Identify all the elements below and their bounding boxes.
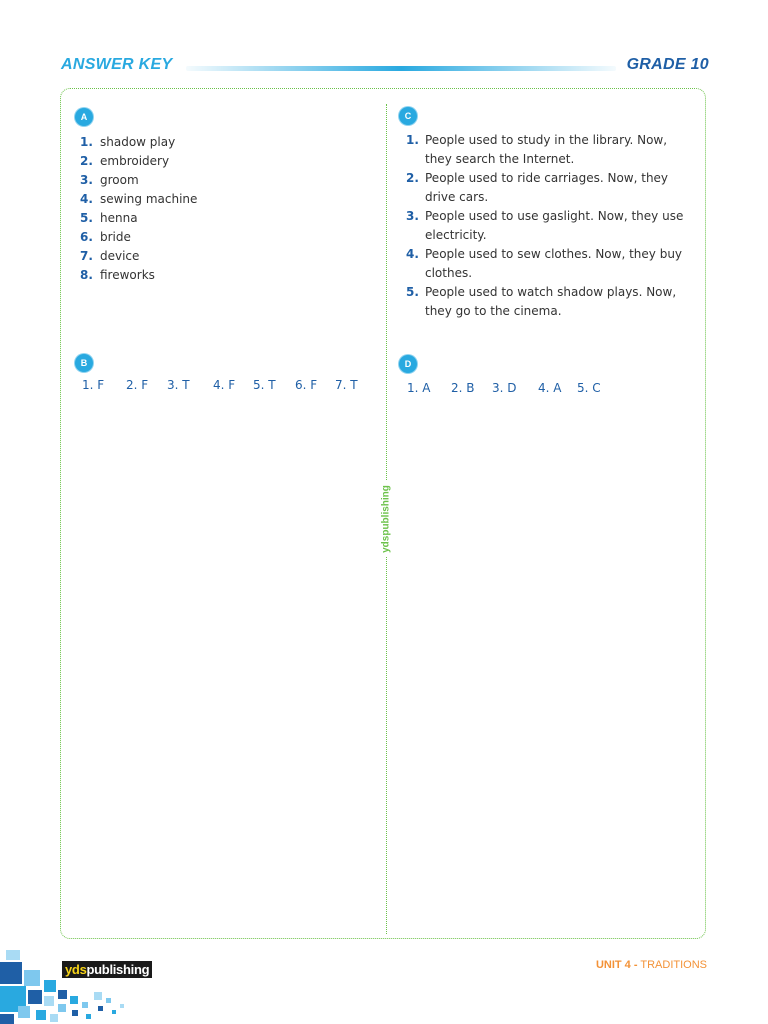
answer-item: 6. F	[295, 378, 318, 392]
item-text: People used to study in the library. Now, they search the Internet.	[425, 133, 668, 166]
item-number: 6.	[80, 230, 93, 244]
item-text: fireworks	[100, 268, 155, 282]
item-number: 1.	[406, 133, 419, 147]
item-text: People used to ride carriages. Now, they drive cars.	[425, 171, 669, 204]
section-c-badge: C	[399, 107, 417, 125]
item-text: sewing machine	[100, 192, 198, 206]
item-number: 7.	[80, 249, 93, 263]
list-item	[406, 283, 691, 321]
footer-unit-label	[596, 959, 707, 971]
item-text: embroidery	[100, 154, 170, 168]
list-item	[80, 133, 197, 152]
answer-item: 2. B	[451, 381, 475, 395]
answer-item: 1. A	[407, 381, 431, 395]
answer-item: 5. C	[577, 381, 601, 395]
item-number: 3.	[80, 173, 93, 187]
item-number: 4.	[406, 247, 419, 261]
divider-watermark: ydspublishing	[381, 481, 392, 557]
list-item	[406, 169, 691, 207]
item-text: People used to watch shadow plays. Now, they go to the cinema.	[425, 285, 677, 318]
list-item	[80, 228, 197, 247]
item-text: People used to use gaslight. Now, they use electricity.	[425, 209, 684, 242]
list-item	[80, 152, 197, 171]
answer-key-title: ANSWER KEY	[61, 56, 173, 73]
list-item	[80, 247, 197, 266]
answer-item: 2. F	[126, 378, 149, 392]
list-item	[80, 209, 197, 228]
section-a-list	[80, 133, 197, 285]
item-number: 5.	[406, 285, 419, 299]
item-number: 5.	[80, 211, 93, 225]
item-number: 2.	[80, 154, 93, 168]
brand-yds: yds	[65, 962, 87, 977]
unit-title: TRADITIONS	[640, 959, 707, 971]
item-text: bride	[100, 230, 131, 244]
section-d-badge: D	[399, 355, 417, 373]
answer-item: 1. F	[82, 378, 105, 392]
section-a-badge: A	[75, 108, 93, 126]
answer-item: 3. D	[492, 381, 517, 395]
list-item	[406, 245, 691, 283]
item-text: People used to sew clothes. Now, they buy clothes.	[425, 247, 683, 280]
item-number: 8.	[80, 268, 93, 282]
item-text: device	[100, 249, 140, 263]
item-text: shadow play	[100, 135, 176, 149]
unit-number: UNIT 4 -	[595, 959, 638, 971]
brand-publishing: publishing	[86, 962, 150, 977]
header-gradient-bar	[186, 66, 616, 71]
item-number: 4.	[80, 192, 93, 206]
list-item	[80, 190, 197, 209]
item-number: 3.	[406, 209, 419, 223]
answer-item: 7. T	[335, 378, 358, 392]
item-text: groom	[100, 173, 139, 187]
answer-item: 4. A	[538, 381, 562, 395]
answer-item: 4. F	[213, 378, 236, 392]
list-item	[406, 131, 691, 169]
answer-item: 5. T	[253, 378, 276, 392]
section-b-badge: B	[75, 354, 93, 372]
item-number: 1.	[80, 135, 93, 149]
item-number: 2.	[406, 171, 419, 185]
item-text: henna	[100, 211, 138, 225]
list-item	[406, 207, 691, 245]
section-c-list	[406, 131, 691, 321]
answer-item: 3. T	[167, 378, 190, 392]
list-item	[80, 171, 197, 190]
list-item	[80, 266, 197, 285]
grade-title: GRADE 10	[626, 56, 709, 73]
ydspublishing-logo	[62, 961, 152, 978]
